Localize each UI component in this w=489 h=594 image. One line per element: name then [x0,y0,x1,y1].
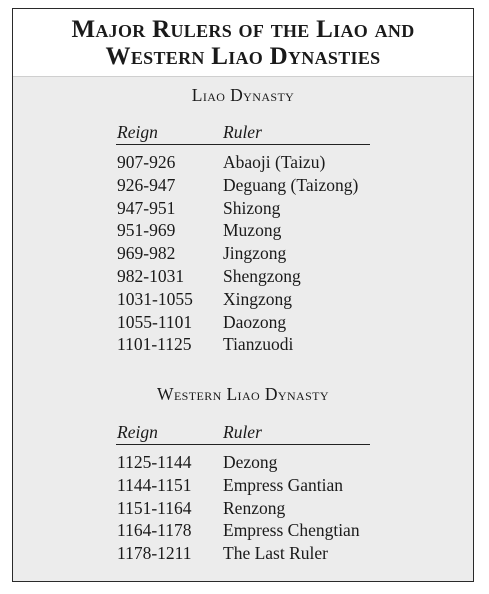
reign-cell: 1101-1125 [117,334,192,355]
table-row [13,452,473,475]
table-row [13,220,473,243]
rulers-table-frame [12,8,474,582]
reign-cell: 1178-1211 [117,543,192,564]
table-row [13,243,473,266]
column-header-ruler: Ruler [223,422,262,442]
column-header-ruler: Ruler [223,122,262,142]
section-heading-western-liao: Western Liao Dynasty [157,384,329,404]
table-row [13,289,473,312]
reign-cell: 907-926 [117,152,176,172]
header-rule [116,144,370,145]
table-row [13,475,473,498]
ruler-cell: Jingzong [223,243,287,264]
ruler-cell: Empress Gantian [223,474,344,495]
title-line-1: Major Rulers of the Liao and [71,16,415,43]
reign-cell: 1164-1178 [117,520,192,541]
table-row [13,543,473,566]
reign-cell: 1031-1055 [117,288,193,309]
column-header-reign: Reign [117,422,158,442]
reign-cell: 926-947 [117,174,176,195]
reign-cell: 1125-1144 [117,452,192,472]
reign-cell: 1144-1151 [117,474,192,495]
ruler-cell: Dezong [223,452,278,472]
table-row [13,266,473,289]
ruler-cell: Renzong [223,497,286,518]
table-row [13,152,473,175]
ruler-cell: Abaoji (Taizu) [223,152,326,172]
table-row [13,312,473,335]
page-title [13,16,473,70]
title-band [13,9,473,77]
ruler-cell: The Last Ruler [223,543,328,564]
table-row [13,175,473,198]
section-heading-liao: Liao Dynasty [191,85,295,105]
ruler-cell: Shizong [223,197,281,218]
reign-cell: 947-951 [117,197,176,218]
reign-cell: 969-982 [117,243,176,264]
ruler-cell: Shengzong [223,266,301,286]
reign-cell: 1151-1164 [117,497,192,518]
table-row [13,334,473,357]
ruler-cell: Empress Chengtian [223,520,360,541]
reign-cell: 1055-1101 [117,311,193,332]
ruler-cell: Deguang (Taizong) [223,174,359,195]
table-row [13,198,473,221]
reign-cell: 951-969 [117,220,176,241]
reign-cell: 982-1031 [117,266,185,286]
ruler-cell: Daozong [223,311,287,332]
table-row [13,498,473,521]
column-header-reign: Reign [117,122,158,142]
table-row [13,520,473,543]
title-line-2: Western Liao Dynasties [105,43,381,70]
header-rule [116,444,370,445]
ruler-cell: Xingzong [223,288,293,309]
ruler-cell: Muzong [223,220,282,241]
ruler-cell: Tianzuodi [223,334,294,355]
